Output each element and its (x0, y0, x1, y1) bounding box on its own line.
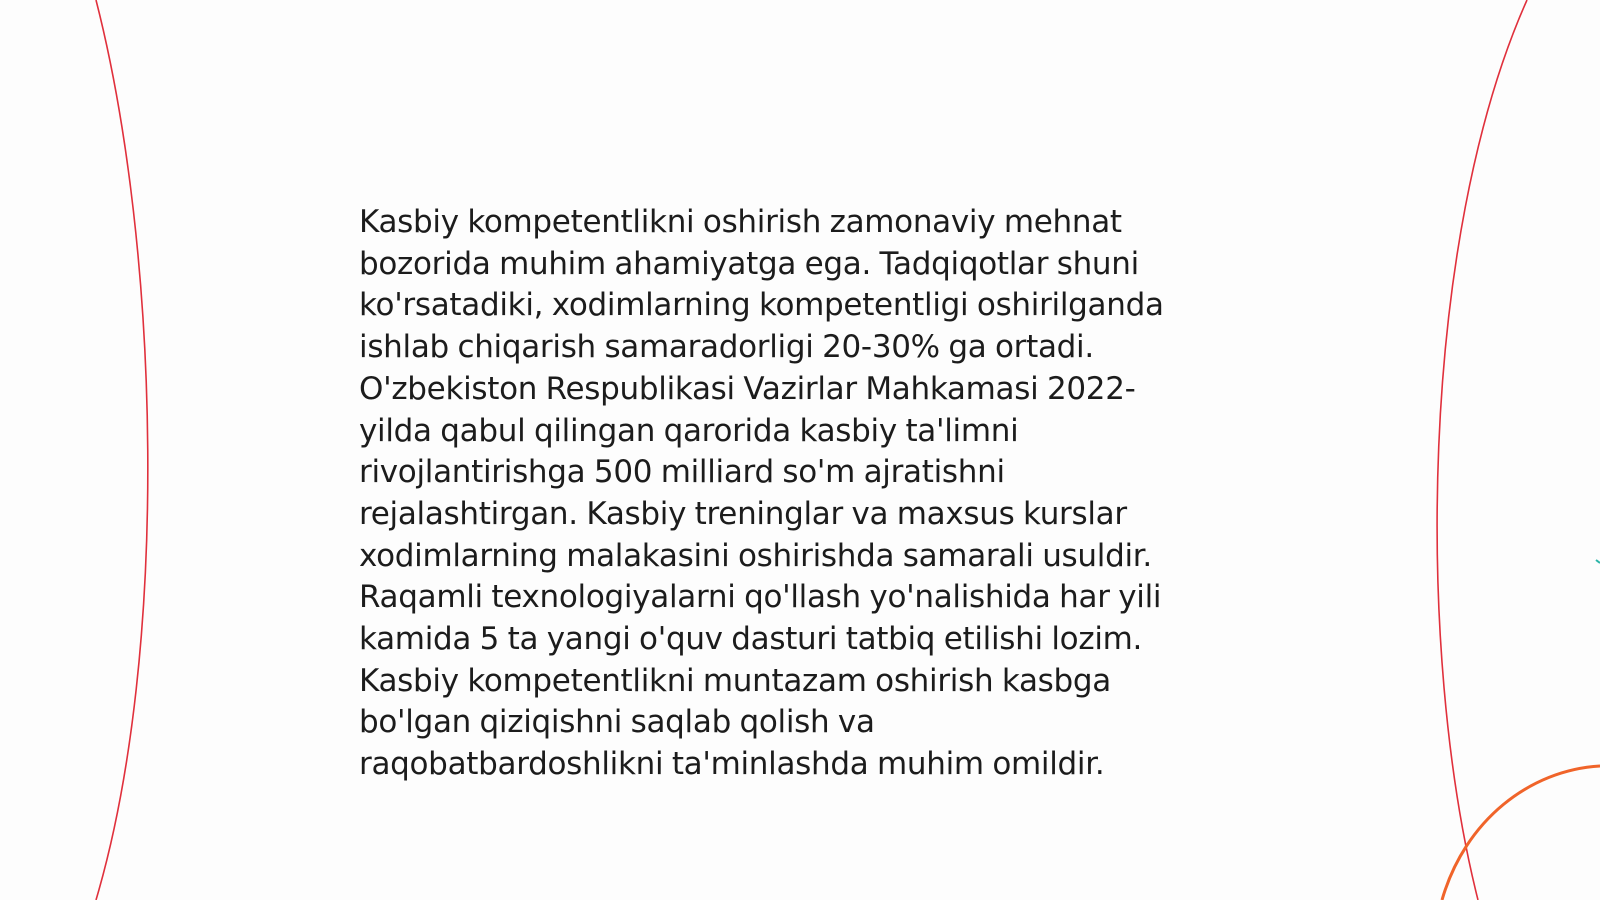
paragraph-line: ko'rsatadiki, xodimlarning kompetentligi oshirilganda (359, 287, 1164, 324)
left-curve (96, 0, 148, 900)
paragraph-line: raqobatbardoshlikni ta'minlashda muhim omildir. (359, 746, 1105, 783)
paragraph-line: bo'lgan qiziqishni saqlab qolish va (359, 704, 875, 741)
paragraph-line: kamida 5 ta yangi o'quv dasturi tatbiq etilishi lozim. (359, 621, 1143, 658)
paragraph-line: Raqamli texnologiyalarni qo'llash yo'nalishida har yili (359, 579, 1162, 616)
paragraph-line: Kasbiy kompetentlikni oshirish zamonaviy mehnat (359, 204, 1122, 240)
paragraph-line: Kasbiy kompetentlikni muntazam oshirish kasbga (359, 662, 1111, 699)
paragraph-line: ishlab chiqarish samaradorligi 20-30% ga ortadi. (359, 329, 1094, 366)
paragraph-line: rivojlantirishga 500 milliard so'm ajratishni (359, 454, 1005, 491)
paragraph-line: bozorida muhim ahamiyatga ega. Tadqiqotlar shuni (359, 245, 1139, 282)
paragraph-line: xodimlarning malakasini oshirishda samarali usuldir. (359, 537, 1152, 574)
paragraph-line: rejalashtirgan. Kasbiy treninglar va maxsus kurslar (359, 495, 1127, 532)
paragraph-line: yilda qabul qilingan qarorida kasbiy ta'limni (359, 412, 1019, 449)
paragraph-line: O'zbekiston Respublikasi Vazirlar Mahkamasi 2022- (359, 370, 1136, 407)
orange-arc (1442, 766, 1600, 900)
right-curve (1437, 0, 1527, 900)
teal-accent (1596, 560, 1600, 563)
body-paragraph (359, 202, 1239, 786)
